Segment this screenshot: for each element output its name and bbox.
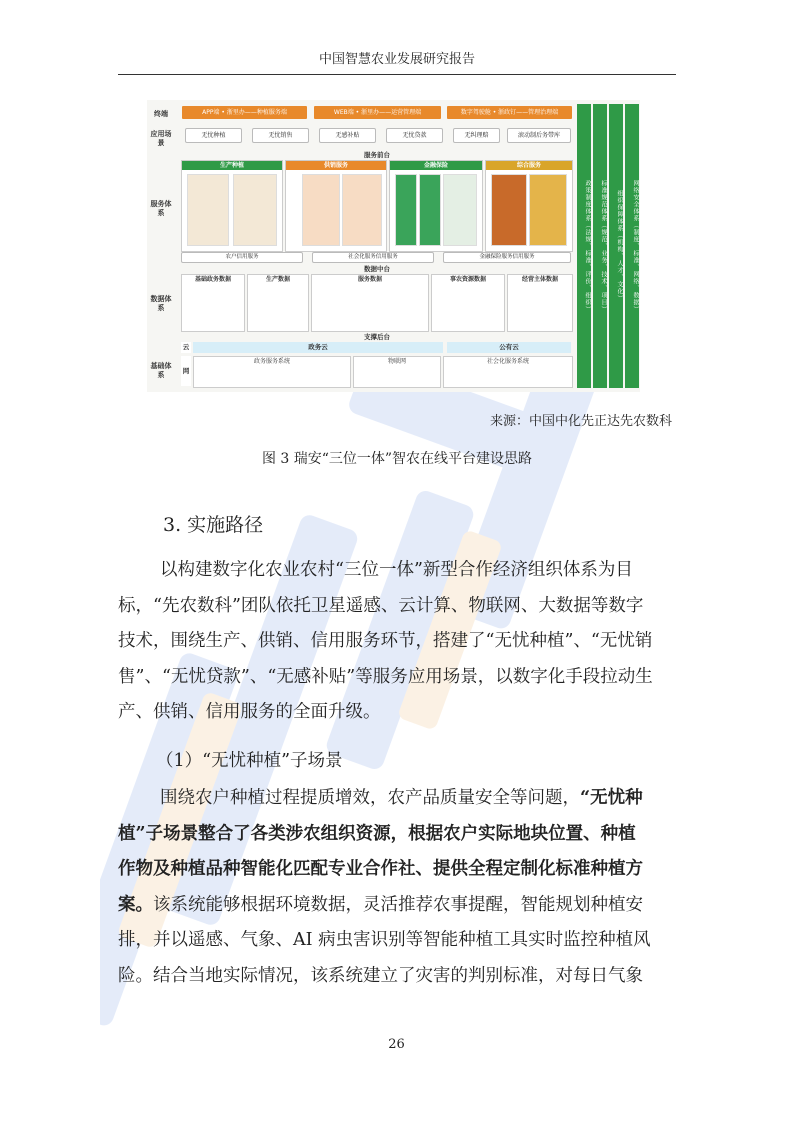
service-center-title: 服务前台 [364,151,390,159]
data-center-title: 数据中台 [364,265,390,273]
paragraph-text: 围绕农户种植过程提质增效，农产品质量安全等问题， [160,788,580,808]
net-gov-systems [193,356,351,388]
row-label-service: 服务体系 [150,200,172,217]
paragraph-line: 排，并以遥感、气象、AI 病虫害识别等智能种植工具实时监控种植风 [118,930,651,950]
cloud-label: 云 [182,343,190,351]
net-social-systems-head: 社会化服务系统 [444,357,572,366]
panel-cell [491,174,527,246]
data-panel-production [247,274,309,332]
net-iot-head: 物联网 [354,357,440,366]
data-panel-entity-head: 经营主体数据 [508,275,572,284]
panel-supply-head: 供销服务 [286,161,386,170]
terminal-cockpit: 数字驾驶舱 • 浙政钉——管理治理端 [447,106,572,119]
data-panel-production-head: 生产数据 [248,275,308,284]
paragraph-bold-text: “无忧种 [580,788,643,808]
paragraph-2 [118,781,676,994]
paragraph-line: 产、供销、信用服务的全面升级。 [118,702,381,722]
side-policy: 政策制度体系（法规、标准、评价、组织） [577,104,591,388]
data-panel-gov-head: 基础政务数据 [182,275,244,284]
page-number: 26 [388,1037,405,1052]
row-label-terminal: 终端 [154,110,168,118]
row-label-data: 数据体系 [150,295,172,312]
panel-general-head: 综合服务 [486,161,572,170]
scene-claims: 无纠理赔 [453,128,500,143]
scene-sales: 无忧销售 [252,128,309,143]
data-panel-entity [507,274,573,332]
scene-planting: 无忧种植 [185,128,242,143]
data-panel-gov [181,274,245,332]
panel-cell [419,174,441,246]
figure-caption: 图 3 瑞安“三位一体”智农在线平台建设思路 [261,451,533,467]
paragraph-line: 技术，围绕生产、供销、信用服务环节，搭建了“无忧种植”、“无忧销 [118,631,653,651]
data-panel-service-head: 服务数据 [312,275,428,284]
scene-subsidy: 无感补贴 [319,128,376,143]
data-panel-resource-head: 事农资源数据 [432,275,504,284]
net-social-systems [443,356,573,388]
net-label: 网 [181,356,191,386]
paragraph-bold-line: 作物及种植品种智能化匹配专业合作社、提供全程定制化标准种植方 [118,859,643,879]
cloud-gov: 政务云 [193,342,443,353]
support-center-title: 支撑后台 [364,333,390,341]
paragraph-line: 标，“先农数科”团队依托卫星遥感、云计算、物联网、大数据等数字 [118,595,644,616]
paragraph-text: 该系统能够根据环境数据，灵活推荐农事提醒，智能规划种植安 [153,894,643,915]
paragraph-line: 险。结合当地实际情况，该系统建立了灾害的判别标准，对每日气象 [118,965,643,986]
terminal-web: WEB端 • 浙里办——运营管理端 [314,106,441,119]
platform-architecture-diagram [147,100,640,392]
panel-production-head: 生产种植 [182,161,282,170]
paragraph-bold-line: 植”子场景整合了各类涉农组织资源，根据农户实际地块位置、种植 [118,823,636,844]
paragraph-line: 以构建数字化农业农村“三位一体”新型合作经济组织体系为目 [160,560,633,580]
section-heading: 3. 实施路径 [163,514,264,536]
terminal-app: APP端 • 浙里办——种植服务端 [182,106,307,119]
panel-cell [443,174,477,246]
side-org: 组织保障体系（机构、人才、文化） [609,104,623,388]
row-label-scenes: 应用场景 [150,130,172,147]
side-security: 网络安全体系（制度、标准、网络、数据） [625,104,639,388]
data-panel-resource [431,274,505,332]
panel-cell [187,174,229,246]
subheading-text: （1）“无忧种植”子场景 [156,751,343,771]
paragraph-line: 售”、“无忧贷款”、“无感补贴”等服务应用场景，以数字化手段拉动生 [118,666,653,687]
footer-finance-credit: 金融保险服务信用服务 [443,252,571,263]
page-header: 中国智慧农业发展研究报告 [118,46,676,75]
paragraph-1 [118,553,676,731]
net-iot [353,356,441,388]
footer-farmer-credit: 农户信用服务 [181,252,303,263]
net-gov-systems-head: 政务服务系统 [194,357,350,366]
panel-cell [395,174,417,246]
panel-cell [529,174,567,246]
footer-social-credit: 社会化服务信用服务 [312,252,434,263]
scene-loan: 无忧贷款 [386,128,443,143]
panel-finance-head: 金融保险 [390,161,482,170]
figure-source: 来源：中国中化先正达先农数科 [489,414,672,429]
panel-cell [233,174,277,246]
subheading [118,744,676,780]
data-panel-service [311,274,429,332]
panel-cell [302,174,340,246]
cloud-public: 公有云 [447,342,571,353]
panel-cell [342,174,382,246]
paragraph-bold-text: 案。 [118,894,153,915]
row-label-base: 基础体系 [150,362,172,379]
side-standard: 标准规范体系（规范、业务、技术、项目） [593,104,607,388]
scene-list: 滚动制后务带库 [507,128,571,143]
